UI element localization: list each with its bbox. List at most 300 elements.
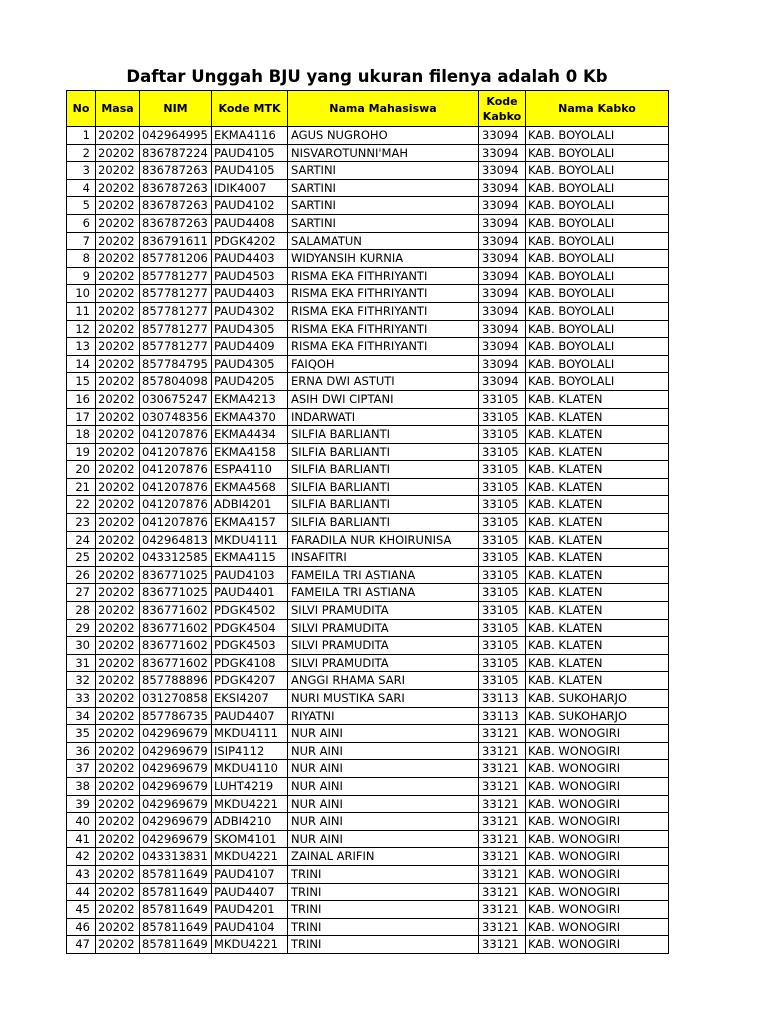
cell-no: 1: [67, 127, 96, 145]
cell-kode-kabko: 33121: [479, 742, 526, 760]
cell-masa: 20202: [96, 830, 140, 848]
table-row: [67, 602, 669, 620]
cell-kode-mtk: PAUD4104: [212, 918, 288, 936]
cell-nama-mahasiswa: NUR AINI: [288, 830, 479, 848]
cell-masa: 20202: [96, 514, 140, 532]
cell-nama-kabko: KAB. WONOGIRI: [526, 795, 669, 813]
table-row: [67, 654, 669, 672]
cell-kode-mtk: SKOM4101: [212, 830, 288, 848]
table-row: [67, 725, 669, 743]
table-row: [67, 865, 669, 883]
table-row: [67, 390, 669, 408]
cell-nim: 836787263: [140, 179, 212, 197]
cell-nim: 857811649: [140, 918, 212, 936]
cell-nama-kabko: KAB. BOYOLALI: [526, 232, 669, 250]
cell-kode-kabko: 33105: [479, 549, 526, 567]
cell-nim: 836771602: [140, 637, 212, 655]
header-masa: Masa: [96, 91, 140, 127]
cell-nama-kabko: KAB. WONOGIRI: [526, 777, 669, 795]
table-row: [67, 584, 669, 602]
cell-masa: 20202: [96, 742, 140, 760]
cell-kode-mtk: EKSI4207: [212, 690, 288, 708]
cell-kode-mtk: MKDU4221: [212, 795, 288, 813]
cell-nama-mahasiswa: NURI MUSTIKA SARI: [288, 690, 479, 708]
table-row: [67, 426, 669, 444]
cell-masa: 20202: [96, 390, 140, 408]
cell-nama-mahasiswa: SALAMATUN: [288, 232, 479, 250]
cell-kode-kabko: 33121: [479, 936, 526, 954]
cell-masa: 20202: [96, 408, 140, 426]
cell-masa: 20202: [96, 355, 140, 373]
cell-nama-mahasiswa: SARTINI: [288, 179, 479, 197]
cell-nim: 042964813: [140, 531, 212, 549]
cell-masa: 20202: [96, 865, 140, 883]
cell-nama-kabko: KAB. KLATEN: [526, 654, 669, 672]
cell-nama-kabko: KAB. BOYOLALI: [526, 197, 669, 215]
cell-nim: 030748356: [140, 408, 212, 426]
cell-kode-mtk: PAUD4403: [212, 285, 288, 303]
cell-no: 8: [67, 250, 96, 268]
cell-kode-mtk: EKMA4157: [212, 514, 288, 532]
document-title: Daftar Unggah BJU yang ukuran filenya adalah 0 Kb: [126, 67, 608, 86]
table-row: [67, 285, 669, 303]
cell-masa: 20202: [96, 179, 140, 197]
table-row: [67, 232, 669, 250]
cell-nama-mahasiswa: ANGGI RHAMA SARI: [288, 672, 479, 690]
cell-no: 39: [67, 795, 96, 813]
cell-kode-mtk: MKDU4111: [212, 725, 288, 743]
cell-nama-kabko: KAB. KLATEN: [526, 566, 669, 584]
table-row: [67, 302, 669, 320]
cell-kode-mtk: ESPA4110: [212, 461, 288, 479]
table-row: [67, 672, 669, 690]
table-row: [67, 566, 669, 584]
cell-nama-kabko: KAB. BOYOLALI: [526, 162, 669, 180]
cell-no: 7: [67, 232, 96, 250]
cell-masa: 20202: [96, 531, 140, 549]
cell-nim: 857781277: [140, 285, 212, 303]
cell-masa: 20202: [96, 690, 140, 708]
cell-nama-mahasiswa: FAIQOH: [288, 355, 479, 373]
cell-kode-mtk: PDGK4502: [212, 602, 288, 620]
cell-nama-mahasiswa: INDARWATI: [288, 408, 479, 426]
cell-nama-kabko: KAB. WONOGIRI: [526, 865, 669, 883]
cell-kode-kabko: 33121: [479, 760, 526, 778]
cell-kode-mtk: PAUD4205: [212, 373, 288, 391]
cell-nama-mahasiswa: TRINI: [288, 865, 479, 883]
cell-nama-mahasiswa: TRINI: [288, 901, 479, 919]
cell-nama-kabko: KAB. BOYOLALI: [526, 179, 669, 197]
cell-nim: 042969679: [140, 760, 212, 778]
cell-no: 27: [67, 584, 96, 602]
cell-no: 16: [67, 390, 96, 408]
bju-table: [66, 90, 669, 954]
cell-nama-kabko: KAB. BOYOLALI: [526, 267, 669, 285]
cell-no: 42: [67, 848, 96, 866]
cell-no: 34: [67, 707, 96, 725]
cell-kode-mtk: IDIK4007: [212, 179, 288, 197]
cell-nama-kabko: KAB. KLATEN: [526, 478, 669, 496]
cell-masa: 20202: [96, 707, 140, 725]
cell-nama-kabko: KAB. BOYOLALI: [526, 355, 669, 373]
cell-nama-kabko: KAB. SUKOHARJO: [526, 690, 669, 708]
cell-kode-kabko: 33121: [479, 848, 526, 866]
cell-nama-kabko: KAB. BOYOLALI: [526, 373, 669, 391]
cell-nama-mahasiswa: NUR AINI: [288, 725, 479, 743]
table-row: [67, 707, 669, 725]
cell-nama-mahasiswa: FARADILA NUR KHOIRUNISA: [288, 531, 479, 549]
cell-nim: 836771025: [140, 584, 212, 602]
cell-nama-kabko: KAB. WONOGIRI: [526, 830, 669, 848]
cell-nim: 041207876: [140, 426, 212, 444]
cell-nim: 836787263: [140, 162, 212, 180]
cell-masa: 20202: [96, 795, 140, 813]
cell-nama-kabko: KAB. KLATEN: [526, 584, 669, 602]
cell-masa: 20202: [96, 338, 140, 356]
cell-kode-mtk: PAUD4407: [212, 883, 288, 901]
header-row: [67, 91, 669, 127]
cell-nama-kabko: KAB. BOYOLALI: [526, 302, 669, 320]
cell-kode-kabko: 33121: [479, 901, 526, 919]
cell-nama-kabko: KAB. KLATEN: [526, 408, 669, 426]
cell-nama-kabko: KAB. KLATEN: [526, 514, 669, 532]
cell-kode-kabko: 33094: [479, 250, 526, 268]
header-nama-kabko: Nama Kabko: [526, 91, 669, 127]
cell-masa: 20202: [96, 232, 140, 250]
cell-kode-kabko: 33094: [479, 302, 526, 320]
cell-kode-mtk: EKMA4568: [212, 478, 288, 496]
cell-kode-kabko: 33121: [479, 883, 526, 901]
cell-nama-mahasiswa: SILVI PRAMUDITA: [288, 602, 479, 620]
cell-kode-kabko: 33094: [479, 355, 526, 373]
cell-nim: 836771025: [140, 566, 212, 584]
cell-kode-kabko: 33094: [479, 320, 526, 338]
cell-nama-mahasiswa: NUR AINI: [288, 760, 479, 778]
table-row: [67, 795, 669, 813]
cell-kode-mtk: ADBI4210: [212, 813, 288, 831]
table-row: [67, 179, 669, 197]
cell-nama-kabko: KAB. WONOGIRI: [526, 813, 669, 831]
cell-nim: 041207876: [140, 443, 212, 461]
cell-nim: 857781277: [140, 302, 212, 320]
cell-kode-kabko: 33105: [479, 619, 526, 637]
cell-no: 41: [67, 830, 96, 848]
table-row: [67, 461, 669, 479]
cell-nama-mahasiswa: SILFIA BARLIANTI: [288, 496, 479, 514]
cell-no: 23: [67, 514, 96, 532]
cell-nama-kabko: KAB. BOYOLALI: [526, 144, 669, 162]
cell-nama-mahasiswa: RISMA EKA FITHRIYANTI: [288, 338, 479, 356]
cell-nim: 836787224: [140, 144, 212, 162]
table-row: [67, 777, 669, 795]
cell-nama-mahasiswa: NUR AINI: [288, 777, 479, 795]
cell-kode-mtk: PDGK4504: [212, 619, 288, 637]
cell-nim: 042969679: [140, 795, 212, 813]
cell-nama-mahasiswa: ZAINAL ARIFIN: [288, 848, 479, 866]
cell-nama-mahasiswa: RIYATNI: [288, 707, 479, 725]
table-row: [67, 883, 669, 901]
table-row: [67, 250, 669, 268]
table-row: [67, 355, 669, 373]
cell-kode-mtk: PAUD4305: [212, 320, 288, 338]
cell-nama-kabko: KAB. WONOGIRI: [526, 883, 669, 901]
cell-kode-kabko: 33094: [479, 197, 526, 215]
cell-kode-mtk: PAUD4107: [212, 865, 288, 883]
cell-nama-kabko: KAB. KLATEN: [526, 602, 669, 620]
cell-kode-kabko: 33094: [479, 214, 526, 232]
cell-nama-kabko: KAB. SUKOHARJO: [526, 707, 669, 725]
cell-masa: 20202: [96, 144, 140, 162]
cell-no: 18: [67, 426, 96, 444]
cell-nama-mahasiswa: WIDYANSIH KURNIA: [288, 250, 479, 268]
cell-kode-mtk: MKDU4221: [212, 936, 288, 954]
table-row: [67, 918, 669, 936]
cell-kode-mtk: EKMA4213: [212, 390, 288, 408]
cell-no: 36: [67, 742, 96, 760]
table-row: [67, 144, 669, 162]
cell-no: 38: [67, 777, 96, 795]
cell-kode-kabko: 33105: [479, 584, 526, 602]
cell-kode-kabko: 33105: [479, 637, 526, 655]
cell-no: 24: [67, 531, 96, 549]
cell-masa: 20202: [96, 760, 140, 778]
cell-nama-kabko: KAB. BOYOLALI: [526, 338, 669, 356]
cell-masa: 20202: [96, 848, 140, 866]
cell-kode-mtk: PAUD4401: [212, 584, 288, 602]
cell-no: 14: [67, 355, 96, 373]
cell-nama-mahasiswa: RISMA EKA FITHRIYANTI: [288, 285, 479, 303]
cell-kode-kabko: 33121: [479, 918, 526, 936]
cell-nim: 857811649: [140, 865, 212, 883]
cell-masa: 20202: [96, 443, 140, 461]
cell-no: 15: [67, 373, 96, 391]
cell-nama-mahasiswa: NUR AINI: [288, 813, 479, 831]
cell-nama-mahasiswa: SARTINI: [288, 197, 479, 215]
cell-nama-mahasiswa: SILFIA BARLIANTI: [288, 478, 479, 496]
cell-masa: 20202: [96, 936, 140, 954]
cell-kode-mtk: ISIP4112: [212, 742, 288, 760]
table-row: [67, 408, 669, 426]
cell-kode-mtk: PAUD4302: [212, 302, 288, 320]
header-kode-mtk: Kode MTK: [212, 91, 288, 127]
cell-kode-kabko: 33105: [479, 461, 526, 479]
cell-masa: 20202: [96, 619, 140, 637]
cell-kode-mtk: PAUD4103: [212, 566, 288, 584]
cell-kode-kabko: 33121: [479, 830, 526, 848]
cell-nim: 030675247: [140, 390, 212, 408]
cell-masa: 20202: [96, 901, 140, 919]
cell-masa: 20202: [96, 214, 140, 232]
cell-nama-kabko: KAB. KLATEN: [526, 672, 669, 690]
cell-no: 10: [67, 285, 96, 303]
cell-masa: 20202: [96, 302, 140, 320]
cell-masa: 20202: [96, 918, 140, 936]
cell-nama-mahasiswa: SILFIA BARLIANTI: [288, 461, 479, 479]
cell-nim: 857811649: [140, 883, 212, 901]
cell-nim: 041207876: [140, 478, 212, 496]
cell-nim: 836791611: [140, 232, 212, 250]
cell-masa: 20202: [96, 127, 140, 145]
cell-masa: 20202: [96, 725, 140, 743]
cell-nim: 836771602: [140, 619, 212, 637]
cell-no: 32: [67, 672, 96, 690]
table-row: [67, 214, 669, 232]
cell-no: 21: [67, 478, 96, 496]
cell-nama-mahasiswa: TRINI: [288, 936, 479, 954]
cell-nama-kabko: KAB. WONOGIRI: [526, 760, 669, 778]
cell-nama-mahasiswa: TRINI: [288, 918, 479, 936]
cell-nama-kabko: KAB. BOYOLALI: [526, 285, 669, 303]
cell-nim: 857786735: [140, 707, 212, 725]
cell-masa: 20202: [96, 549, 140, 567]
table-row: [67, 127, 669, 145]
cell-no: 20: [67, 461, 96, 479]
cell-nim: 042969679: [140, 742, 212, 760]
cell-kode-kabko: 33094: [479, 338, 526, 356]
header-nama-mahasiswa: Nama Mahasiswa: [288, 91, 479, 127]
cell-kode-kabko: 33105: [479, 390, 526, 408]
cell-nim: 041207876: [140, 514, 212, 532]
cell-no: 22: [67, 496, 96, 514]
cell-no: 9: [67, 267, 96, 285]
cell-nim: 836787263: [140, 197, 212, 215]
table-row: [67, 162, 669, 180]
cell-nama-mahasiswa: ERNA DWI ASTUTI: [288, 373, 479, 391]
cell-masa: 20202: [96, 267, 140, 285]
table-row: [67, 690, 669, 708]
cell-no: 2: [67, 144, 96, 162]
cell-nama-kabko: KAB. KLATEN: [526, 443, 669, 461]
cell-no: 47: [67, 936, 96, 954]
cell-nim: 857811649: [140, 901, 212, 919]
cell-kode-kabko: 33105: [479, 496, 526, 514]
table-row: [67, 936, 669, 954]
cell-nama-mahasiswa: SILFIA BARLIANTI: [288, 514, 479, 532]
cell-nama-mahasiswa: AGUS NUGROHO: [288, 127, 479, 145]
cell-kode-kabko: 33094: [479, 162, 526, 180]
cell-no: 6: [67, 214, 96, 232]
cell-nama-mahasiswa: SILFIA BARLIANTI: [288, 443, 479, 461]
cell-kode-mtk: MKDU4221: [212, 848, 288, 866]
cell-masa: 20202: [96, 566, 140, 584]
cell-no: 13: [67, 338, 96, 356]
cell-no: 33: [67, 690, 96, 708]
cell-no: 12: [67, 320, 96, 338]
cell-kode-mtk: PAUD4408: [212, 214, 288, 232]
header-kode-kabko: Kode Kabko: [479, 91, 526, 127]
cell-nama-mahasiswa: RISMA EKA FITHRIYANTI: [288, 267, 479, 285]
table-row: [67, 813, 669, 831]
cell-nama-kabko: KAB. KLATEN: [526, 390, 669, 408]
cell-nama-mahasiswa: FAMEILA TRI ASTIANA: [288, 566, 479, 584]
cell-no: 5: [67, 197, 96, 215]
cell-no: 46: [67, 918, 96, 936]
cell-nama-kabko: KAB. BOYOLALI: [526, 127, 669, 145]
cell-kode-mtk: EKMA4116: [212, 127, 288, 145]
cell-kode-mtk: PDGK4108: [212, 654, 288, 672]
table-row: [67, 637, 669, 655]
table-row: [67, 443, 669, 461]
cell-nim: 857804098: [140, 373, 212, 391]
cell-nama-mahasiswa: FAMEILA TRI ASTIANA: [288, 584, 479, 602]
table-row: [67, 478, 669, 496]
cell-kode-kabko: 33113: [479, 707, 526, 725]
cell-nama-mahasiswa: TRINI: [288, 883, 479, 901]
cell-no: 44: [67, 883, 96, 901]
cell-nama-mahasiswa: NUR AINI: [288, 742, 479, 760]
cell-kode-kabko: 33121: [479, 795, 526, 813]
cell-no: 26: [67, 566, 96, 584]
table-row: [67, 848, 669, 866]
table-row: [67, 197, 669, 215]
cell-kode-mtk: PAUD4201: [212, 901, 288, 919]
cell-kode-kabko: 33105: [479, 514, 526, 532]
cell-kode-kabko: 33105: [479, 672, 526, 690]
table-row: [67, 760, 669, 778]
cell-nim: 042964995: [140, 127, 212, 145]
cell-nim: 042969679: [140, 725, 212, 743]
cell-nim: 857784795: [140, 355, 212, 373]
cell-masa: 20202: [96, 250, 140, 268]
cell-masa: 20202: [96, 637, 140, 655]
cell-nama-kabko: KAB. WONOGIRI: [526, 918, 669, 936]
table-row: [67, 496, 669, 514]
table-row: [67, 514, 669, 532]
cell-nim: 031270858: [140, 690, 212, 708]
cell-no: 43: [67, 865, 96, 883]
cell-kode-kabko: 33105: [479, 443, 526, 461]
cell-kode-kabko: 33121: [479, 865, 526, 883]
cell-kode-kabko: 33105: [479, 426, 526, 444]
cell-kode-kabko: 33094: [479, 285, 526, 303]
cell-masa: 20202: [96, 777, 140, 795]
cell-kode-mtk: PAUD4105: [212, 162, 288, 180]
cell-no: 25: [67, 549, 96, 567]
table-body: [67, 127, 669, 954]
cell-nama-kabko: KAB. KLATEN: [526, 637, 669, 655]
cell-masa: 20202: [96, 672, 140, 690]
cell-kode-kabko: 33094: [479, 127, 526, 145]
cell-nama-mahasiswa: INSAFITRI: [288, 549, 479, 567]
cell-nama-kabko: KAB. BOYOLALI: [526, 214, 669, 232]
cell-kode-mtk: MKDU4111: [212, 531, 288, 549]
cell-masa: 20202: [96, 602, 140, 620]
cell-nama-mahasiswa: SILFIA BARLIANTI: [288, 426, 479, 444]
cell-kode-mtk: PDGK4207: [212, 672, 288, 690]
cell-masa: 20202: [96, 197, 140, 215]
cell-nama-kabko: KAB. KLATEN: [526, 531, 669, 549]
cell-nama-kabko: KAB. WONOGIRI: [526, 725, 669, 743]
cell-nama-kabko: KAB. KLATEN: [526, 426, 669, 444]
table-row: [67, 320, 669, 338]
cell-masa: 20202: [96, 584, 140, 602]
cell-nama-mahasiswa: SILVI PRAMUDITA: [288, 619, 479, 637]
cell-nim: 857781277: [140, 267, 212, 285]
table-row: [67, 373, 669, 391]
cell-nim: 857788896: [140, 672, 212, 690]
cell-nama-mahasiswa: SARTINI: [288, 162, 479, 180]
table-row: [67, 742, 669, 760]
cell-nama-kabko: KAB. BOYOLALI: [526, 250, 669, 268]
cell-nama-kabko: KAB. KLATEN: [526, 496, 669, 514]
cell-kode-mtk: EKMA4370: [212, 408, 288, 426]
cell-nim: 836787263: [140, 214, 212, 232]
cell-nama-mahasiswa: RISMA EKA FITHRIYANTI: [288, 302, 479, 320]
cell-kode-mtk: ADBI4201: [212, 496, 288, 514]
cell-nama-mahasiswa: NISVAROTUNNI'MAH: [288, 144, 479, 162]
cell-masa: 20202: [96, 285, 140, 303]
cell-masa: 20202: [96, 883, 140, 901]
